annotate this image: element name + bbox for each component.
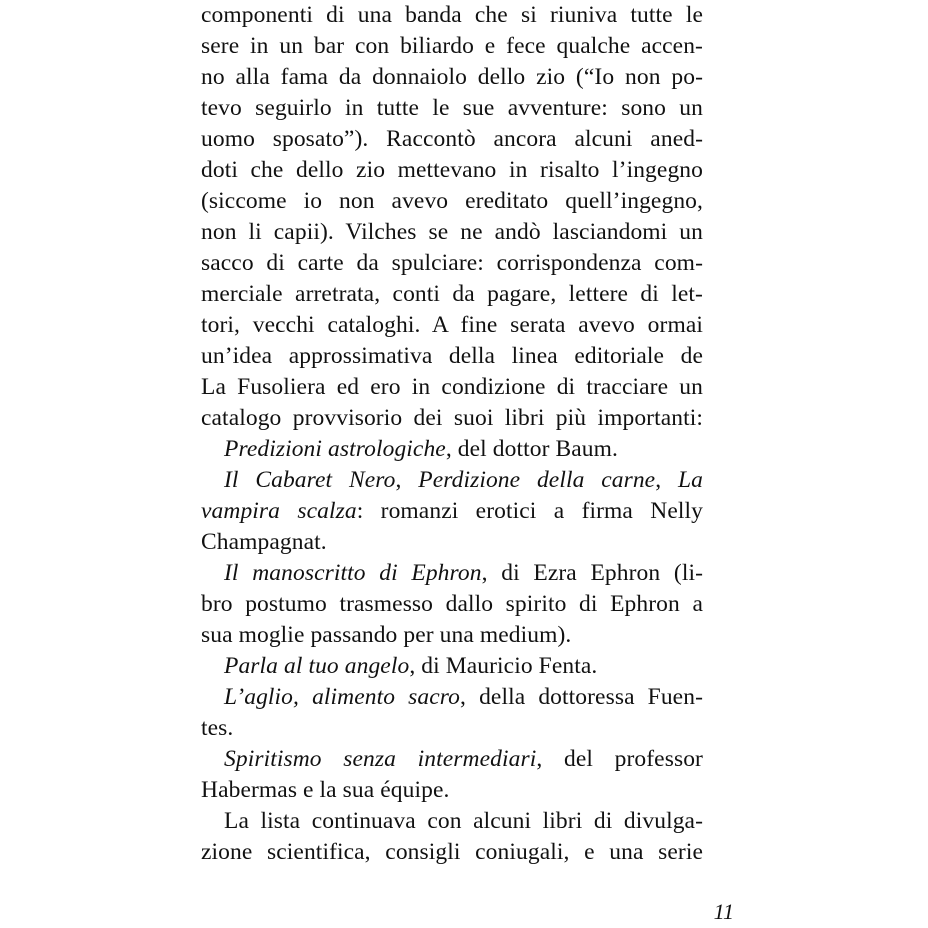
line-text: , [655, 467, 678, 493]
text-line [201, 310, 703, 341]
line-text: un’idea approssimativa della linea editoriale de [201, 343, 703, 369]
catalog-entry-line [201, 682, 703, 713]
line-text: non li capii). Vilches se ne andò lasciandomi un [201, 219, 703, 245]
text-line [201, 589, 703, 620]
line-text: tevo seguirlo in tutte le sue avventure: sono un [201, 95, 703, 121]
line-text: zione scientifica, consigli coniugali, e una serie [201, 839, 703, 865]
text-line [201, 217, 703, 248]
book-title: La [677, 467, 703, 493]
text-line [201, 0, 703, 31]
line-text: , [395, 467, 419, 493]
line-text: doti che dello zio mettevano in risalto l’ingegno [201, 157, 703, 183]
book-title: Il manoscritto di Ephron [224, 560, 482, 586]
line-text: Champagnat. [201, 529, 327, 555]
line-text: sacco di carte da spulciare: corrispondenza com- [201, 250, 703, 276]
catalog-entry-line [201, 651, 703, 682]
text-line [201, 124, 703, 155]
line-text: no alla fama da donnaiolo dello zio (“Io non po- [201, 64, 703, 90]
text-line [201, 341, 703, 372]
book-title: Spiritismo senza intermediari [224, 746, 537, 772]
text-line [201, 837, 703, 868]
text-line [201, 775, 703, 806]
book-title: L’aglio, alimento sacro [224, 684, 461, 710]
line-text: (siccome io non avevo ereditato quell’ingegno, [201, 188, 703, 214]
line-text: La lista continuava con alcuni libri di divulga- [224, 808, 703, 834]
line-text: uomo sposato”). Raccontò ancora alcuni aned- [201, 126, 703, 152]
text-line [201, 93, 703, 124]
line-text: La Fusoliera ed ero in condizione di tracciare un [201, 374, 703, 400]
text-line [201, 279, 703, 310]
line-text: componenti di una banda che si riuniva tutte le [201, 2, 703, 28]
book-title: Parla al tuo angelo [224, 653, 410, 679]
text-line [201, 806, 703, 837]
book-title: Predizioni astrologiche [224, 436, 446, 462]
text-line [201, 186, 703, 217]
text-line [201, 248, 703, 279]
book-title: Perdizione della carne [418, 467, 656, 493]
text-line [201, 403, 703, 434]
text-line [201, 372, 703, 403]
catalog-entry-line [201, 434, 703, 465]
line-text: merciale arretrata, conti da pagare, lettere di let- [201, 281, 703, 307]
line-text: , della dottoressa Fuen- [460, 684, 703, 710]
catalog-entry-line [201, 744, 703, 775]
line-text: , del dottor Baum. [445, 436, 618, 462]
line-text: , di Mauricio Fenta. [409, 653, 598, 679]
line-text: bro postumo trasmesso dallo spirito di Ephron a [201, 591, 703, 617]
text-line [201, 155, 703, 186]
line-text: catalogo provvisorio dei suoi libri più importanti: [201, 405, 703, 431]
text-line [201, 62, 703, 93]
catalog-entry-line [201, 558, 703, 589]
line-text: , di Ezra Ephron (li- [481, 560, 703, 586]
text-line [201, 31, 703, 62]
page-number: 11 [713, 899, 734, 924]
line-text: sua moglie passando per una medium). [201, 622, 572, 648]
line-text: , del professor [536, 746, 703, 772]
line-text: tori, vecchi cataloghi. A fine serata avevo ormai [201, 312, 703, 338]
line-text: sere in un bar con biliardo e fece qualche accen- [201, 33, 703, 59]
text-line [201, 527, 703, 558]
body-text [201, 0, 703, 868]
text-line [201, 620, 703, 651]
line-text: : romanzi erotici a firma Nelly [356, 498, 703, 524]
text-line [201, 713, 703, 744]
book-title: vampira scalza [201, 498, 357, 524]
line-text: tes. [201, 715, 234, 741]
line-text: Habermas e la sua équipe. [201, 777, 450, 803]
book-title: Il Cabaret Nero [224, 467, 396, 493]
catalog-entry-line [201, 465, 703, 496]
text-line [201, 496, 703, 527]
